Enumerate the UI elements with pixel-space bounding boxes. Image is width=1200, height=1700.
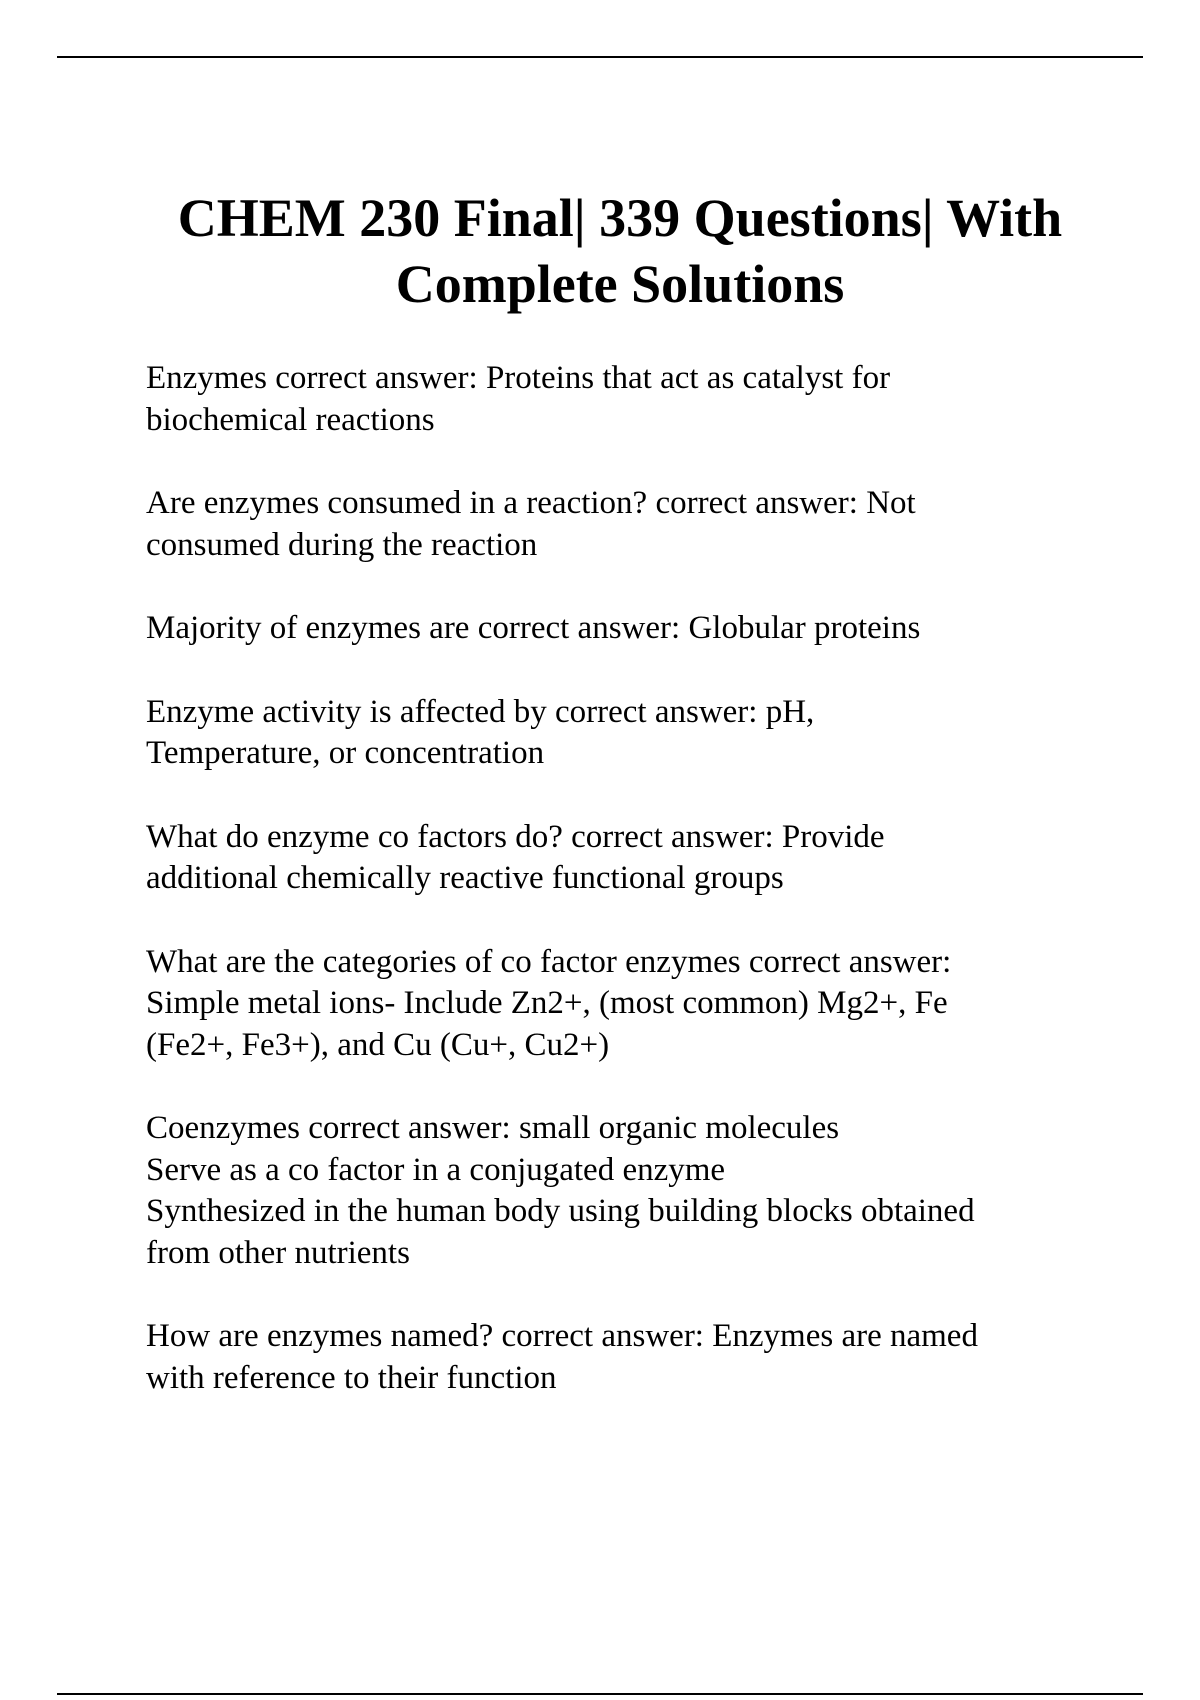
entry-answer: Proteins that act as catalyst for biochemical reactions [146,360,891,438]
qa-entry [146,1108,1146,1274]
entry-question: What are the categories of co factor enzymes [146,943,741,980]
entry-separator: correct answer: [546,693,766,730]
entry-answer: small organic molecules Serve as a co factor in a conjugated enzyme Synthesized in the human body using building blocks obtained from other nutrients [146,1110,975,1271]
entry-question: How are enzymes named? [146,1318,494,1354]
entry-answer: Globular proteins [688,610,921,646]
qa-entry [146,942,1146,1067]
entry-question: Majority of enzymes are [146,610,470,646]
entry-question: Coenzymes [146,1110,300,1146]
qa-entry [146,358,1146,441]
entry-answer: Simple metal ions- Include Zn2+, (most common) Mg2+, Fe (Fe2+, Fe3+), and Cu (Cu+, Cu2+) [146,985,948,1063]
top-rule [57,56,1143,58]
qa-entry [146,692,1146,775]
qa-list [146,358,1146,1441]
entry-separator: correct answer: [266,360,486,396]
entry-separator: correct answer: [299,1110,519,1146]
qa-entry [146,483,1146,566]
entry-answer: Enzymes are named with reference to their function [146,1318,978,1396]
qa-entry [146,608,1146,650]
entry-separator: correct answer: [493,1318,713,1354]
entry-answer: pH, Temperature, or concentration [146,693,815,771]
qa-entry [146,1316,1146,1399]
title-line-2: Complete Solutions [395,254,845,314]
entry-answer: Not consumed during the reaction [146,485,916,563]
entry-separator: correct answer: [562,818,782,855]
entry-question: Enzymes [146,360,267,396]
entry-separator: correct answer: [740,943,952,980]
title-line-1: CHEM 230 Final| 339 Questions| With [177,188,1063,248]
entry-question: Enzyme activity is affected by [146,693,547,730]
entry-separator: correct answer: [469,610,689,646]
entry-separator: correct answer: [647,485,867,521]
bottom-rule [57,1693,1143,1695]
qa-entry [146,817,1146,900]
entry-answer: Provide additional chemically reactive functional groups [146,818,885,896]
entry-question: Are enzymes consumed in a reaction? [146,485,648,521]
page-title [60,185,1180,317]
entry-question: What do enzyme co factors do? [146,818,563,855]
